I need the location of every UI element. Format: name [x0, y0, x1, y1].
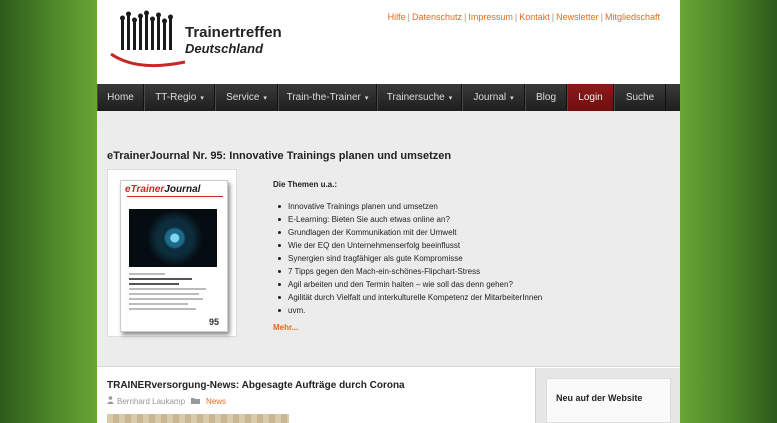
folder-icon	[191, 397, 200, 406]
featured-journal	[97, 111, 680, 367]
list-item: Grundlagen der Kommunikation mit der Umwelt	[288, 228, 542, 241]
journal-cover-frame[interactable]	[107, 169, 237, 337]
logo-people-icon	[107, 10, 187, 72]
sidebar	[535, 368, 680, 423]
caret-down-icon: ▾	[510, 94, 514, 102]
journal-cover	[120, 180, 228, 332]
nav-label: Journal	[473, 92, 507, 103]
nav-label: Trainersuche	[386, 92, 445, 103]
news-title[interactable]: TRAINERversorgung-News: Abgesagte Aufträge durch Corona	[107, 380, 405, 391]
caret-down-icon: ▾	[263, 94, 267, 102]
sidebar-box	[546, 378, 671, 423]
sidebar-title: Neu auf der Website	[556, 393, 643, 403]
nav-blog[interactable]	[525, 84, 567, 111]
cover-rule	[127, 196, 223, 202]
caret-down-icon: ▾	[364, 94, 369, 102]
list-item: Wie der EQ den Unternehmenserfolg beeinflusst	[288, 241, 542, 254]
list-item: 7 Tipps gegen den Mach-ein-schönes-Flipchart-Stress	[288, 267, 542, 280]
list-item: Synergien sind tragfähiger als gute Kompromisse	[288, 254, 542, 267]
nav-tt-regio[interactable]	[144, 84, 215, 111]
topics-heading: Die Themen u.a.:	[273, 180, 338, 189]
site-logo[interactable]	[107, 10, 297, 72]
background-left	[0, 0, 97, 423]
link-datenschutz[interactable]: Datenschutz	[412, 12, 463, 22]
link-impressum[interactable]: Impressum	[468, 12, 513, 22]
list-item: uvm.	[288, 306, 542, 319]
cover-text-lines	[129, 273, 219, 313]
list-item: E-Learning: Bieten Sie auch etwas online an?	[288, 215, 542, 228]
link-mitgliedschaft[interactable]: Mitgliedschaft	[604, 12, 660, 22]
logo-title: Trainertreffen	[185, 24, 282, 41]
nav-suche[interactable]	[614, 84, 666, 111]
nav-label: Train-the-Trainer	[286, 92, 361, 103]
main-nav	[97, 84, 680, 111]
nav-label: TT-Regio	[155, 92, 197, 103]
list-item: Innovative Trainings planen und umsetzen	[288, 202, 542, 215]
nav-trainersuche[interactable]	[377, 84, 462, 111]
news-meta	[107, 396, 226, 406]
nav-label: Login	[578, 92, 603, 103]
nav-label: Suche	[625, 92, 655, 103]
news-image[interactable]	[107, 414, 289, 423]
feature-title[interactable]: eTrainerJournal Nr. 95: Innovative Trainings planen und umsetzen	[107, 150, 452, 162]
header	[97, 0, 680, 84]
user-icon	[107, 396, 114, 406]
logo-subtitle: Deutschland	[185, 41, 264, 56]
page	[97, 0, 680, 423]
list-item: Agilität durch Vielfalt und interkulturelle Kompetenz der MitarbeiterInnen	[288, 293, 542, 306]
nav-journal[interactable]	[462, 84, 525, 111]
cover-issue-number: 95	[208, 317, 219, 327]
nav-label: Blog	[536, 92, 557, 103]
nav-label: Service	[226, 92, 260, 103]
news-author[interactable]: Bernhard Laukamp	[117, 396, 186, 406]
nav-login[interactable]	[567, 84, 614, 111]
more-link[interactable]: Mehr...	[273, 323, 299, 332]
topics-list	[288, 202, 542, 319]
top-links: Hilfe | Datenschutz | Impressum | Kontakt | Newsletter | Mitgliedschaft	[387, 12, 660, 22]
eye-image	[129, 209, 217, 267]
link-kontakt[interactable]: Kontakt	[519, 12, 550, 22]
link-newsletter[interactable]: Newsletter	[556, 12, 599, 22]
background-right	[680, 0, 777, 423]
list-item: Agil arbeiten und den Termin halten – wie soll das denn gehen?	[288, 280, 542, 293]
cover-title: eTrainerJournal	[125, 184, 201, 195]
nav-label: Home	[107, 92, 134, 103]
caret-down-icon: ▾	[448, 94, 453, 102]
nav-home[interactable]	[97, 84, 144, 111]
link-hilfe[interactable]: Hilfe	[387, 12, 406, 22]
nav-train-the-trainer[interactable]	[278, 84, 377, 111]
caret-down-icon: ▾	[200, 94, 204, 102]
nav-service[interactable]	[215, 84, 278, 111]
news-category[interactable]: News	[206, 396, 227, 406]
